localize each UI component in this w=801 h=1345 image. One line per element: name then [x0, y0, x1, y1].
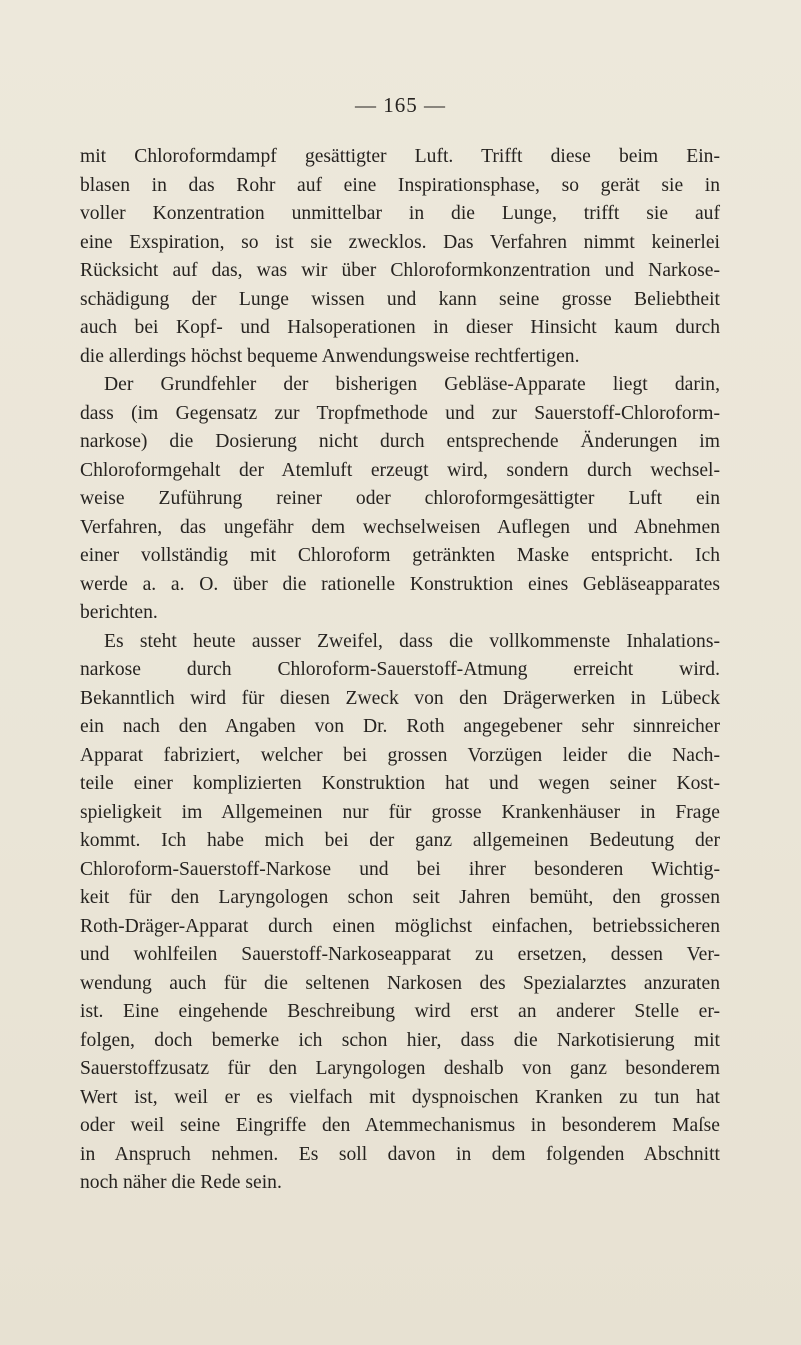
text-line: Chloroform-Sauerstoff-Narkose und bei ihrer besonderen Wichtig- [80, 858, 720, 880]
text-line: die allerdings höchst bequeme Anwendungsweise rechtfertigen. [80, 345, 580, 367]
text-line: Der Grundfehler der bisherigen Gebläse-Apparate liegt darin, [104, 374, 720, 395]
text-line: auch bei Kopf- und Halsoperationen in dieser Hinsicht kaum durch [80, 317, 720, 338]
text-line: weise Zuführung reiner oder chloroformgesättigter Luft ein [80, 488, 720, 509]
text-line: Rücksicht auf das, was wir über Chloroformkonzentration und Narkose- [80, 260, 720, 281]
body-text [80, 143, 720, 1198]
text-line: teile einer komplizierten Konstruktion hat und wegen seiner Kost- [80, 773, 720, 794]
text-line: keit für den Laryngologen schon seit Jahren bemüht, den grossen [80, 887, 720, 908]
text-line: und wohlfeilen Sauerstoff-Narkoseapparat zu ersetzen, dessen Ver- [80, 944, 720, 965]
text-line: eine Exspiration, so ist sie zwecklos. Das Verfahren nimmt keinerlei [80, 231, 720, 253]
text-line: kommt. Ich habe mich bei der ganz allgemeinen Bedeutung der [80, 830, 720, 851]
text-line: Sauerstoffzusatz für den Laryngologen deshalb von ganz besonderem [80, 1058, 720, 1079]
page-number: — 165 — [355, 93, 446, 117]
text-line: ist. Eine eingehende Beschreibung wird erst an anderer Stelle er- [80, 1001, 720, 1022]
text-line: blasen in das Rohr auf eine Inspirationsphase, so gerät sie in [80, 174, 720, 196]
text-line: oder weil seine Eingriffe den Atemmechanismus in besonderem Maſse [80, 1115, 720, 1136]
text-line: spieligkeit im Allgemeinen nur für grosse Krankenhäuser in Frage [80, 801, 720, 823]
text-line: wendung auch für die seltenen Narkosen des Spezialarztes anzuraten [80, 972, 720, 994]
text-line: Apparat fabriziert, welcher bei grossen Vorzügen leider die Nach- [80, 744, 720, 766]
paragraph-3 [80, 628, 720, 1198]
text-line: dass (im Gegensatz zur Tropfmethode und zur Sauerstoff-Chloroform- [80, 402, 720, 424]
text-line: mit Chloroformdampf gesättigter Luft. Trifft diese beim Ein- [80, 146, 720, 167]
text-line: schädigung der Lunge wissen und kann seine grosse Beliebtheit [80, 288, 720, 310]
paragraph-1 [80, 143, 720, 371]
text-line: folgen, doch bemerke ich schon hier, dass die Narkotisierung mit [80, 1029, 720, 1051]
text-line: narkose) die Dosierung nicht durch entsprechende Änderungen im [80, 431, 720, 452]
text-line: in Anspruch nehmen. Es soll davon in dem folgenden Abschnitt [80, 1143, 720, 1165]
text-line: Chloroformgehalt der Atemluft erzeugt wird, sondern durch wechsel- [80, 459, 720, 481]
text-line: voller Konzentration unmittelbar in die Lunge, trifft sie auf [80, 203, 720, 224]
text-line: berichten. [80, 602, 158, 623]
text-line: Roth-Dräger-Apparat durch einen möglichst einfachen, betriebssicheren [80, 915, 720, 937]
text-line: Verfahren, das ungefähr dem wechselweisen Auflegen und Abnehmen [80, 516, 720, 538]
paragraph-2 [80, 371, 720, 628]
text-line: Es steht heute ausser Zweifel, dass die vollkommenste Inhalations- [104, 630, 720, 652]
text-line: Bekanntlich wird für diesen Zweck von den Drägerwerken in Lübeck [80, 687, 720, 709]
text-line: ein nach den Angaben von Dr. Roth angegebener sehr sinnreicher [80, 716, 720, 737]
text-line: Wert ist, weil er es vielfach mit dyspnoischen Kranken zu tun hat [80, 1086, 720, 1108]
text-line: noch näher die Rede sein. [80, 1172, 282, 1193]
text-line: narkose durch Chloroform-Sauerstoff-Atmung erreicht wird. [80, 659, 720, 680]
text-line: werde a. a. O. über die rationelle Konstruktion eines Gebläseapparates [80, 573, 720, 595]
text-line: einer vollständig mit Chloroform getränkten Maske entspricht. Ich [80, 545, 720, 566]
